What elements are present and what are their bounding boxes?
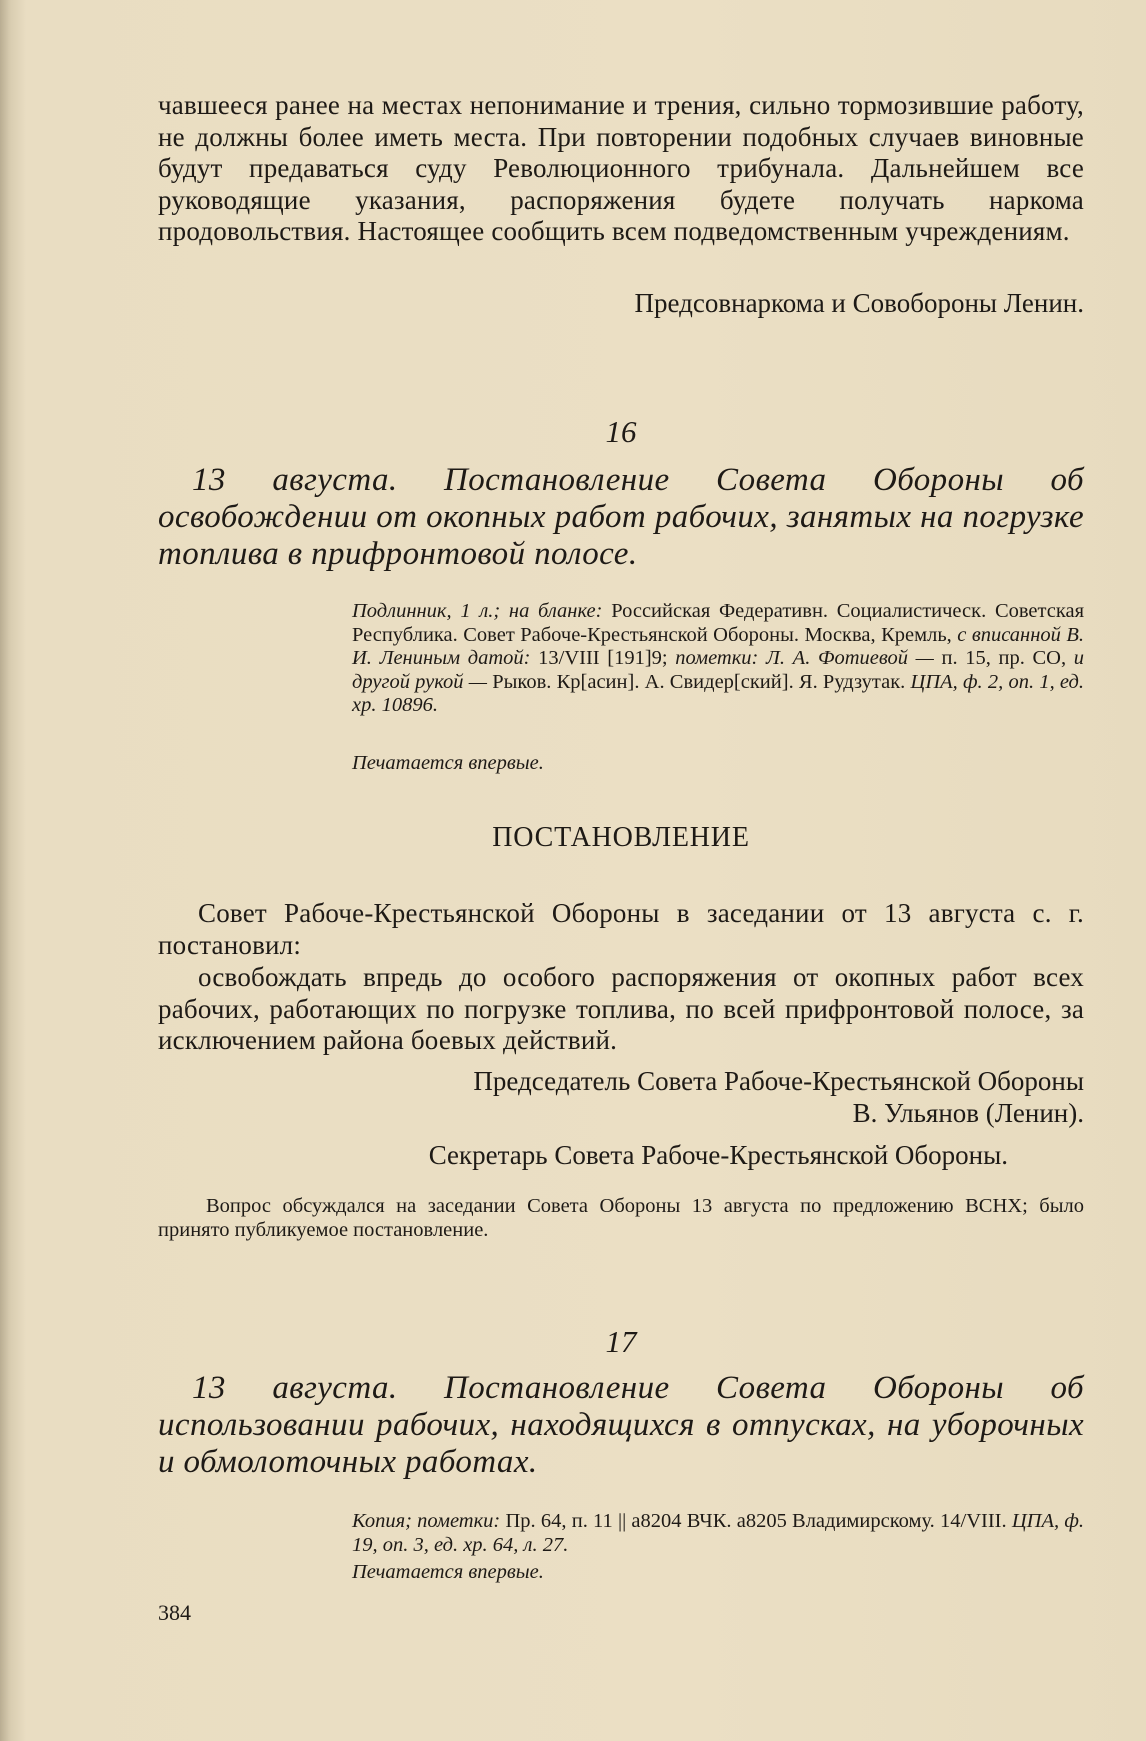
page-number: 384 xyxy=(158,1600,191,1625)
printed-first-note-16: Печатается впервые. xyxy=(352,752,544,774)
continued-paragraph: чавшееся ранее на местах непонимание и трения, сильно тормозившие работу, не должны более иметь места. При повторении подобных случаев виновные будут предаваться суду Революционного трибунала. Дальнейшем все руководящие указания, распоряжения будете получать наркома продовольствия. Настоящее сообщить всем подведомственным учреждениям. xyxy=(158,90,1084,246)
source-16-segment: пометки: Л. А. Фотиевой — xyxy=(675,647,942,669)
document-number-16: 16 xyxy=(605,414,637,449)
document-number-17: 17 xyxy=(605,1324,637,1359)
resolution-heading: ПОСТАНОВЛЕНИЕ xyxy=(492,822,750,853)
lenin-signature: Предсовнаркома и Совобороны Ленин. xyxy=(634,288,1084,318)
resolution-intro: Совет Рабоче-Крестьянской Обороны в заседании от 13 августа с. г. постановил: xyxy=(158,898,1084,960)
source-16-segment: Рыков. Кр[асин]. А. Свидер[ский]. Я. Рудзутак. xyxy=(492,670,911,693)
printed-first-note-17: Печатается впервые. xyxy=(352,1561,544,1583)
source-16-segment: ЦПА, ф. 2, оп. 1, ед. хр. 10896. xyxy=(352,670,1085,716)
document-title-16: 13 августа. Постановление Совета Обороны об освобождении от окопных работ рабочих, занятых на погрузке топлива в прифронтовой полосе. xyxy=(158,462,1084,572)
chairman-name: В. Ульянов (Ленин). xyxy=(852,1098,1084,1128)
source-16-segment: п. 15, пр. СО, xyxy=(941,647,1074,669)
source-17-segment: Пр. 64, п. 11 || а8204 ВЧК. а8205 Владимирскому. 14/VIII. xyxy=(505,1510,1012,1532)
source-16-segment: 13/VIII [191]9; xyxy=(538,647,676,669)
secretary-line: Секретарь Совета Рабоче-Крестьянской Обороны. xyxy=(428,1140,1008,1170)
source-segments-16 xyxy=(352,600,1084,716)
source-note-16 xyxy=(352,600,1084,718)
source-16-segment: и другой рукой — xyxy=(352,647,1084,693)
source-segments-17 xyxy=(352,1510,1084,1556)
source-17-segment: Копия; пометки: xyxy=(352,1510,506,1532)
source-17-segment: ЦПА, ф. 19, оп. 3, ед. хр. 64, л. 27. xyxy=(352,1510,1084,1556)
source-16-segment: Российская Федеративн. Социалистическ. Советская Республика. Совет Рабоче-Крестьянской Обороны. Москва, Кремль, xyxy=(352,600,1085,646)
source-16-segment: с вписанной В. И. Лениным датой: xyxy=(352,623,1084,669)
resolution-body: освобождать впредь до особого распоряжения от окопных работ всех рабочих, работающих по погрузке топлива, по всей прифронтовой полосе, за исключением района боевых действий. xyxy=(158,962,1084,1055)
source-note-17 xyxy=(352,1510,1084,1557)
source-16-segment: Подлинник, 1 л.; на бланке: xyxy=(352,600,612,622)
chairman-title: Председатель Совета Рабоче-Крестьянской Обороны xyxy=(473,1066,1084,1096)
editorial-note-16: Вопрос обсуждался на заседании Совета Обороны 13 августа по предложению ВСНХ; было принято публикуемое постановление. xyxy=(158,1195,1084,1241)
document-title-17: 13 августа. Постановление Совета Обороны об использовании рабочих, находящихся в отпусках, на уборочных и обмолоточных работах. xyxy=(158,1370,1084,1480)
